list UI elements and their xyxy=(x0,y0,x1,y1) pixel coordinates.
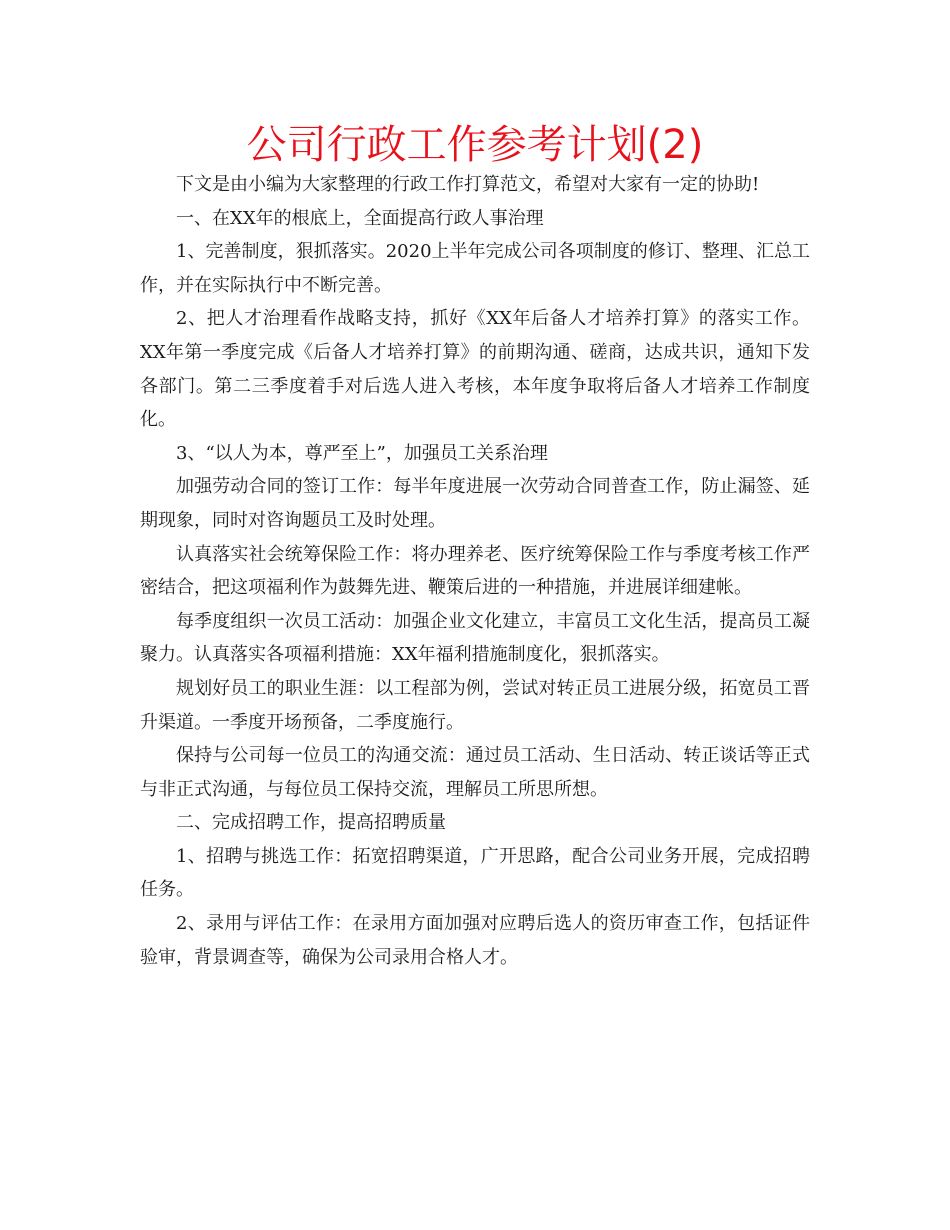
paragraph-item-2: 2、把人才治理看作战略支持，抓好《XX年后备人才培养打算》的落实工作。XX年第一季度完成《后备人才培养打算》的前期沟通、磋商，达成共识，通知下发各部门。第二三季度着手对后选人进入考核，本年度争取将后备人才培养工作制度化。 xyxy=(140,308,810,431)
paragraph-social-insurance: 认真落实社会统筹保险工作：将办理养老、医疗统筹保险工作与季度考核工作严密结合，把这项福利作为鼓舞先进、鞭策后进的一种措施，并进展详细建帐。 xyxy=(140,543,810,599)
document-title: 公司行政工作参考计划(2) xyxy=(246,122,704,168)
paragraph-section-1-heading: 一、在XX年的根底上，全面提高行政人事治理 xyxy=(176,207,544,229)
paragraph-section-2-heading: 二、完成招聘工作，提高招聘质量 xyxy=(176,812,446,834)
paragraph-item-3: 3、“以人为本，尊严至上”，加强员工关系治理 xyxy=(176,442,548,464)
paragraph-item-1: 1、完善制度，狠抓落实。2020上半年完成公司各项制度的修订、整理、汇总工作，并在实际执行中不断完善。 xyxy=(140,241,810,296)
paragraph-career-planning: 规划好员工的职业生涯：以工程部为例，尝试对转正员工进展分级，拓宽员工晋升渠道。一季度开场预备，二季度施行。 xyxy=(140,677,810,733)
paragraph-labor-contract: 加强劳动合同的签订工作：每半年度进展一次劳动合同普查工作，防止漏签、延期现象，同时对咨询题员工及时处理。 xyxy=(140,476,810,531)
document-body xyxy=(140,168,810,974)
paragraph-employee-activities: 每季度组织一次员工活动：加强企业文化建立，丰富员工文化生活，提高员工凝聚力。认真落实各项福利措施：XX年福利措施制度化，狠抓落实。 xyxy=(140,610,810,666)
paragraph-communication: 保持与公司每一位员工的沟通交流：通过员工活动、生日活动、转正谈话等正式与非正式沟通，与每位员工保持交流，理解员工所思所想。 xyxy=(140,745,810,800)
paragraph-recruitment: 1、招聘与挑选工作：拓宽招聘渠道，广开思路，配合公司业务开展，完成招聘任务。 xyxy=(140,845,810,901)
paragraph-intro: 下文是由小编为大家整理的行政工作打算范文，希望对大家有一定的协助! xyxy=(176,174,760,195)
paragraph-hiring-evaluation: 2、录用与评估工作：在录用方面加强对应聘后选人的资历审查工作，包括证件验审，背景调查等，确保为公司录用合格人才。 xyxy=(140,913,810,968)
